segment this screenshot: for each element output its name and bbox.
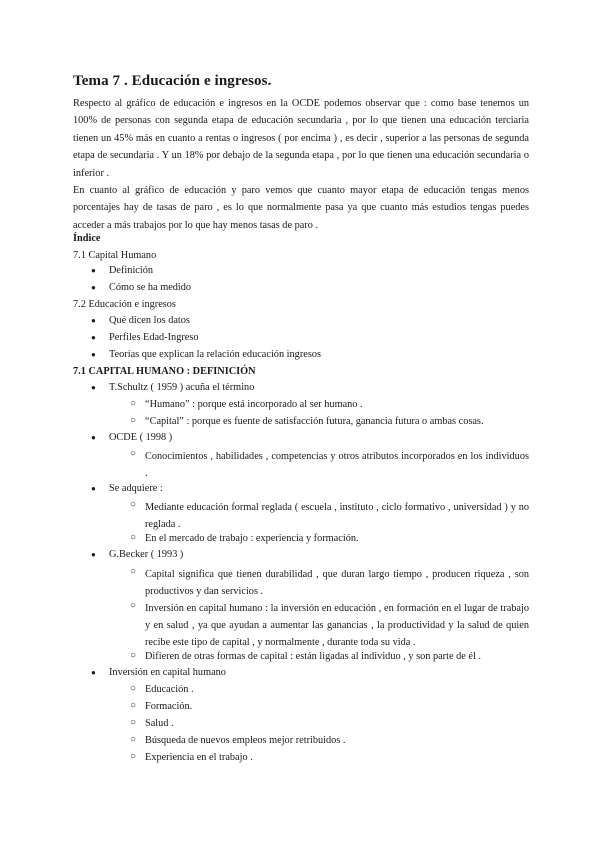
bullet-circle: ○ xyxy=(130,734,137,745)
bullet-circle: ○ xyxy=(130,398,137,409)
sub-item: Educación . xyxy=(145,684,194,695)
sub-item: Conocimientos , habilidades , competencias y otros atributos incorporados en los individuos . xyxy=(145,451,529,479)
bullet-circle: ○ xyxy=(130,683,137,694)
sub-item: Difieren de otras formas de capital : están ligadas al individuo , y son parte de él . xyxy=(145,651,481,662)
sub-item: Inversión en capital humano : la inversión en educación , en formación en el lugar de trabajo y en salud , ya que ayudan a aumentar las ganancias , la productividad y la salud de quien recibe este tipo de capital , y normalmente , durante toda su vida . xyxy=(145,603,529,648)
bullet-circle: ○ xyxy=(130,700,137,711)
index-item: Definición xyxy=(109,265,154,276)
sub-item: Capital significa que tienen durabilidad , que duran largo tiempo , producen riqueza , son productivos y dan servicios . xyxy=(145,569,529,597)
list-item-becker: G.Becker ( 1993 ) xyxy=(109,549,184,560)
index-heading: Índice xyxy=(73,233,101,244)
list-item-schultz: T.Schultz ( 1959 ) acuña el término xyxy=(109,382,255,393)
bullet-dot: ● xyxy=(91,433,96,442)
index-section-2: 7.2 Educación e ingresos xyxy=(73,299,176,310)
list-item-ocde: OCDE ( 1998 ) xyxy=(109,432,173,443)
sub-item: Búsqueda de nuevos empleos mejor retribuidos . xyxy=(145,735,346,746)
bullet-dot: ● xyxy=(91,316,96,325)
index-item: Teorías que explican la relación educación ingresos xyxy=(109,349,321,360)
sub-item: En el mercado de trabajo : experiencia y formación. xyxy=(145,533,359,544)
bullet-dot: ● xyxy=(91,484,96,493)
bullet-circle: ○ xyxy=(130,415,137,426)
sub-item: Formación. xyxy=(145,701,193,712)
sub-item: Experiencia en el trabajo . xyxy=(145,752,253,763)
sub-item: “Capital” : porque es fuente de satisfacción futura, ganancia futura o ambas cosas. xyxy=(145,416,484,427)
intro-paragraph-1: Respecto al gráfico de educación e ingresos en la OCDE podemos observar que : como base tenemos un 100% de personas con segunda etapa de educación secundaria , por lo que tienen una educación terciaria tienen un 45% más en cuanto a rentas o ingresos ( por encima ) , es decir , superior a las personas de segunda etapa de secundaria . Y un 18% por debajo de la segunda etapa , por lo que tienen una educación secundaria o inferior . xyxy=(73,98,529,179)
list-item-inversion: Inversión en capital humano xyxy=(109,667,226,678)
bullet-circle: ○ xyxy=(130,650,137,661)
sub-item: Mediante educación formal reglada ( escuela , instituto , ciclo formativo , universidad ) y no reglada . xyxy=(145,502,529,530)
bullet-dot: ● xyxy=(91,266,96,275)
bullet-dot: ● xyxy=(91,283,96,292)
index-section-1: 7.1 Capital Humano xyxy=(73,250,157,261)
index-item: Perfiles Edad-Ingreso xyxy=(109,332,199,343)
list-item-adquiere: Se adquiere : xyxy=(109,483,163,494)
sub-item: Salud . xyxy=(145,718,174,729)
page-title: Tema 7 . Educación e ingresos. xyxy=(73,73,272,89)
section-heading: 7.1 CAPITAL HUMANO : DEFINICIÓN xyxy=(73,366,256,377)
bullet-dot: ● xyxy=(91,333,96,342)
bullet-dot: ● xyxy=(91,550,96,559)
bullet-circle: ○ xyxy=(130,751,137,762)
index-item: Qué dicen los datos xyxy=(109,315,190,326)
sub-item: “Humano” : porque está incorporado al ser humano . xyxy=(145,399,363,410)
bullet-circle: ○ xyxy=(130,532,137,543)
bullet-dot: ● xyxy=(91,383,96,392)
bullet-circle: ○ xyxy=(130,717,137,728)
bullet-circle: ○ xyxy=(130,499,137,510)
bullet-circle: ○ xyxy=(130,600,137,611)
bullet-circle: ○ xyxy=(130,448,137,459)
bullet-circle: ○ xyxy=(130,566,137,577)
intro-paragraph-2: En cuanto al gráfico de educación y paro vemos que cuanto mayor etapa de educación tengas menos porcentajes hay de tasas de paro , es lo que normalmente pasa ya que cuanto más estudios tengas puedes acceder a más trabajos por lo que hay menos tasas de paro . xyxy=(73,185,529,231)
bullet-dot: ● xyxy=(91,668,96,677)
bullet-dot: ● xyxy=(91,350,96,359)
index-item: Cómo se ha medido xyxy=(109,282,192,293)
